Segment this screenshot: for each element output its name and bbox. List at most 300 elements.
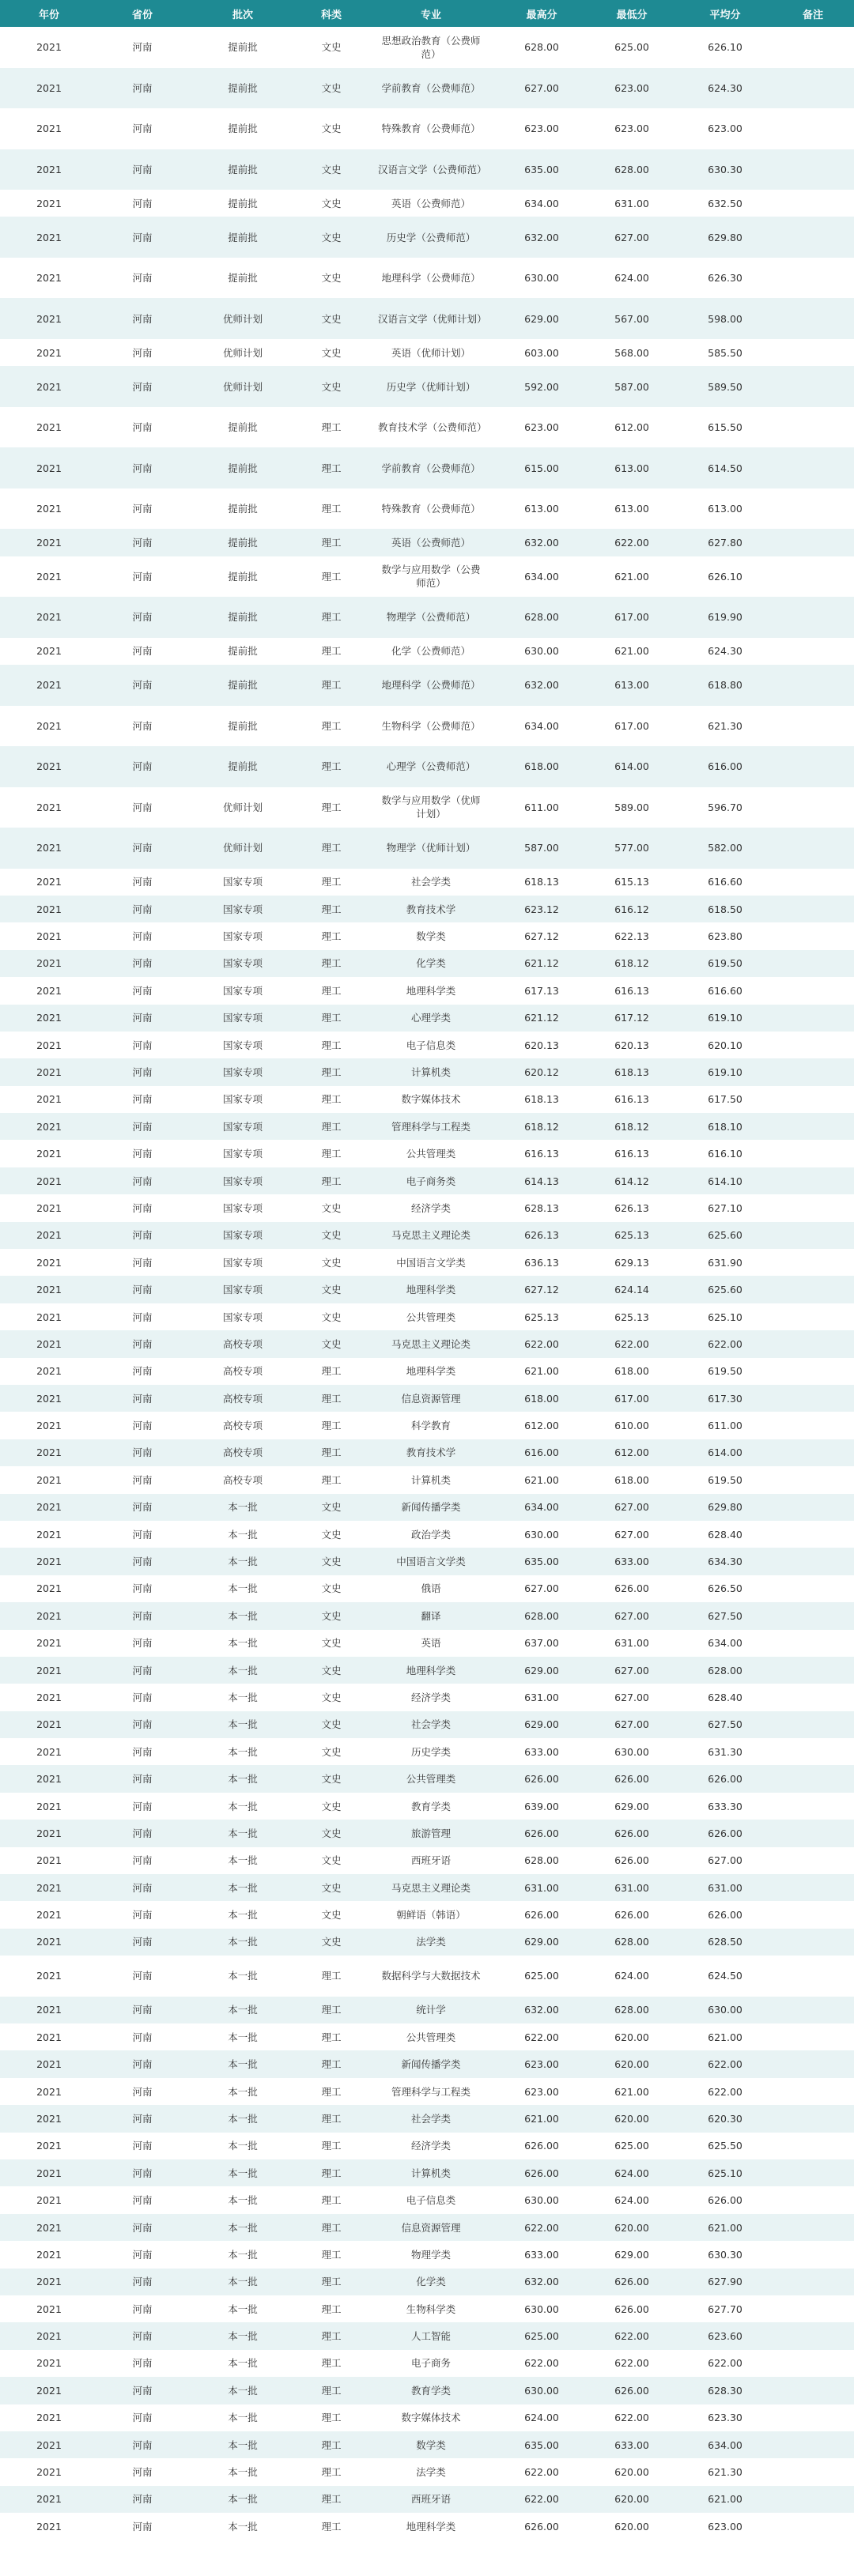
cell-year: 2021 xyxy=(0,1086,98,1113)
cell-min-score: 612.00 xyxy=(585,1439,678,1466)
cell-category: 文史 xyxy=(299,366,364,407)
cell-batch: 本一批 xyxy=(187,2133,299,2159)
table-row xyxy=(0,1929,854,1956)
table-row xyxy=(0,2513,854,2540)
cell-batch: 本一批 xyxy=(187,2322,299,2349)
cell-avg-score: 626.00 xyxy=(678,1901,772,1928)
cell-avg-score: 626.30 xyxy=(678,258,772,299)
header-year: 年份 xyxy=(0,0,98,27)
table-row xyxy=(0,366,854,407)
cell-remarks xyxy=(772,1058,854,1085)
cell-category: 理工 xyxy=(299,488,364,530)
header-avg-score: 平均分 xyxy=(678,0,772,27)
cell-avg-score: 628.30 xyxy=(678,2377,772,2404)
cell-category: 理工 xyxy=(299,2322,364,2349)
cell-min-score: 633.00 xyxy=(585,2431,678,2458)
cell-max-score: 627.12 xyxy=(498,922,585,949)
cell-province: 河南 xyxy=(98,556,187,598)
cell-min-score: 627.00 xyxy=(585,1684,678,1710)
cell-year: 2021 xyxy=(0,1548,98,1575)
cell-remarks xyxy=(772,1997,854,2023)
cell-province: 河南 xyxy=(98,1330,187,1357)
cell-avg-score: 616.60 xyxy=(678,977,772,1004)
cell-major: 特殊教育（公费师范） xyxy=(364,108,498,149)
cell-avg-score: 619.50 xyxy=(678,950,772,977)
cell-max-score: 629.00 xyxy=(498,1657,585,1684)
cell-min-score: 626.00 xyxy=(585,1820,678,1846)
cell-major: 新闻传播学类 xyxy=(364,2050,498,2077)
cell-min-score: 620.00 xyxy=(585,2050,678,2077)
cell-remarks xyxy=(772,1358,854,1385)
cell-province: 河南 xyxy=(98,339,187,366)
cell-avg-score: 623.30 xyxy=(678,2404,772,2431)
cell-category: 理工 xyxy=(299,407,364,448)
cell-major: 中国语言文学类 xyxy=(364,1548,498,1575)
cell-avg-score: 634.30 xyxy=(678,1548,772,1575)
cell-min-score: 568.00 xyxy=(585,339,678,366)
cell-year: 2021 xyxy=(0,339,98,366)
cell-avg-score: 629.80 xyxy=(678,1494,772,1521)
cell-min-score: 626.00 xyxy=(585,2269,678,2295)
table-row xyxy=(0,1548,854,1575)
cell-batch: 提前批 xyxy=(187,597,299,638)
cell-remarks xyxy=(772,1439,854,1466)
cell-batch: 本一批 xyxy=(187,2269,299,2295)
cell-province: 河南 xyxy=(98,1358,187,1385)
table-row xyxy=(0,27,854,68)
cell-avg-score: 613.00 xyxy=(678,488,772,530)
cell-year: 2021 xyxy=(0,2486,98,2513)
cell-category: 理工 xyxy=(299,638,364,665)
cell-max-score: 616.00 xyxy=(498,1439,585,1466)
cell-major: 地理科学类 xyxy=(364,1276,498,1303)
cell-province: 河南 xyxy=(98,258,187,299)
cell-batch: 本一批 xyxy=(187,1711,299,1738)
cell-remarks xyxy=(772,149,854,190)
cell-avg-score: 625.50 xyxy=(678,2133,772,2159)
cell-category: 理工 xyxy=(299,1032,364,1058)
cell-max-score: 626.00 xyxy=(498,2133,585,2159)
cell-batch: 国家专项 xyxy=(187,896,299,922)
cell-max-score: 632.00 xyxy=(498,1997,585,2023)
cell-province: 河南 xyxy=(98,2214,187,2241)
cell-batch: 国家专项 xyxy=(187,977,299,1004)
cell-min-score: 624.00 xyxy=(585,1956,678,1997)
cell-province: 河南 xyxy=(98,896,187,922)
cell-category: 理工 xyxy=(299,665,364,706)
cell-remarks xyxy=(772,1820,854,1846)
cell-batch: 提前批 xyxy=(187,488,299,530)
cell-batch: 优师计划 xyxy=(187,366,299,407)
cell-province: 河南 xyxy=(98,746,187,787)
cell-province: 河南 xyxy=(98,828,187,869)
cell-max-score: 626.00 xyxy=(498,1765,585,1792)
table-row xyxy=(0,746,854,787)
cell-year: 2021 xyxy=(0,2214,98,2241)
cell-year: 2021 xyxy=(0,108,98,149)
cell-category: 理工 xyxy=(299,2486,364,2513)
cell-avg-score: 624.50 xyxy=(678,1956,772,1997)
table-row xyxy=(0,977,854,1004)
cell-province: 河南 xyxy=(98,2377,187,2404)
cell-min-score: 621.00 xyxy=(585,556,678,598)
cell-avg-score: 582.00 xyxy=(678,828,772,869)
cell-batch: 提前批 xyxy=(187,665,299,706)
cell-max-score: 634.00 xyxy=(498,1494,585,1521)
cell-major: 汉语言文学（公费师范） xyxy=(364,149,498,190)
cell-min-score: 627.00 xyxy=(585,217,678,258)
cell-min-score: 617.00 xyxy=(585,1385,678,1412)
cell-category: 理工 xyxy=(299,2295,364,2322)
cell-remarks xyxy=(772,1738,854,1765)
cell-year: 2021 xyxy=(0,1439,98,1466)
cell-max-score: 626.13 xyxy=(498,1222,585,1249)
cell-major: 地理科学（公费师范） xyxy=(364,258,498,299)
cell-major: 数学与应用数学（优师计划） xyxy=(364,787,498,828)
cell-avg-score: 626.00 xyxy=(678,1820,772,1846)
cell-min-score: 618.13 xyxy=(585,1058,678,1085)
cell-batch: 提前批 xyxy=(187,68,299,109)
cell-remarks xyxy=(772,1032,854,1058)
cell-remarks xyxy=(772,665,854,706)
cell-province: 河南 xyxy=(98,2322,187,2349)
cell-province: 河南 xyxy=(98,597,187,638)
cell-batch: 本一批 xyxy=(187,2078,299,2105)
cell-min-score: 614.00 xyxy=(585,746,678,787)
cell-max-score: 629.00 xyxy=(498,1929,585,1956)
cell-avg-score: 596.70 xyxy=(678,787,772,828)
table-row xyxy=(0,1249,854,1276)
cell-category: 文史 xyxy=(299,190,364,217)
cell-province: 河南 xyxy=(98,1276,187,1303)
cell-avg-score: 626.10 xyxy=(678,27,772,68)
cell-max-score: 628.00 xyxy=(498,597,585,638)
cell-major: 学前教育（公费师范） xyxy=(364,68,498,109)
cell-year: 2021 xyxy=(0,2513,98,2540)
cell-remarks xyxy=(772,258,854,299)
cell-year: 2021 xyxy=(0,2377,98,2404)
cell-batch: 本一批 xyxy=(187,1521,299,1548)
cell-min-score: 626.00 xyxy=(585,2295,678,2322)
cell-avg-score: 619.10 xyxy=(678,1005,772,1032)
cell-province: 河南 xyxy=(98,1630,187,1657)
cell-category: 文史 xyxy=(299,27,364,68)
cell-remarks xyxy=(772,2404,854,2431)
cell-province: 河南 xyxy=(98,1140,187,1167)
cell-year: 2021 xyxy=(0,1684,98,1710)
cell-max-score: 623.12 xyxy=(498,896,585,922)
cell-batch: 国家专项 xyxy=(187,1032,299,1058)
cell-min-score: 630.00 xyxy=(585,1738,678,1765)
cell-major: 数字媒体技术 xyxy=(364,1086,498,1113)
cell-avg-score: 627.70 xyxy=(678,2295,772,2322)
cell-min-score: 629.00 xyxy=(585,2241,678,2268)
cell-major: 电子信息类 xyxy=(364,1032,498,1058)
cell-min-score: 617.00 xyxy=(585,706,678,747)
cell-province: 河南 xyxy=(98,922,187,949)
cell-year: 2021 xyxy=(0,2295,98,2322)
cell-category: 理工 xyxy=(299,2133,364,2159)
table-row xyxy=(0,597,854,638)
cell-min-score: 622.00 xyxy=(585,2350,678,2377)
cell-year: 2021 xyxy=(0,2404,98,2431)
cell-category: 文史 xyxy=(299,1494,364,1521)
table-row xyxy=(0,2050,854,2077)
cell-remarks xyxy=(772,1521,854,1548)
cell-min-score: 618.12 xyxy=(585,1113,678,1140)
cell-min-score: 628.00 xyxy=(585,1997,678,2023)
cell-major: 心理学类 xyxy=(364,1005,498,1032)
cell-year: 2021 xyxy=(0,1820,98,1846)
cell-remarks xyxy=(772,529,854,556)
cell-batch: 本一批 xyxy=(187,1847,299,1874)
cell-avg-score: 626.00 xyxy=(678,1765,772,1792)
cell-avg-score: 622.00 xyxy=(678,1330,772,1357)
cell-max-score: 626.00 xyxy=(498,1820,585,1846)
cell-major: 地理科学类 xyxy=(364,2513,498,2540)
cell-max-score: 621.00 xyxy=(498,1466,585,1493)
cell-avg-score: 632.50 xyxy=(678,190,772,217)
cell-avg-score: 623.00 xyxy=(678,108,772,149)
cell-avg-score: 631.30 xyxy=(678,1738,772,1765)
cell-max-score: 634.00 xyxy=(498,556,585,598)
cell-major: 英语 xyxy=(364,1630,498,1657)
table-row xyxy=(0,488,854,530)
cell-remarks xyxy=(772,339,854,366)
cell-province: 河南 xyxy=(98,108,187,149)
cell-major: 信息资源管理 xyxy=(364,2214,498,2241)
cell-province: 河南 xyxy=(98,950,187,977)
cell-remarks xyxy=(772,1956,854,1997)
cell-batch: 国家专项 xyxy=(187,1167,299,1194)
cell-province: 河南 xyxy=(98,2350,187,2377)
cell-avg-score: 627.10 xyxy=(678,1194,772,1221)
cell-major: 数学与应用数学（公费师范） xyxy=(364,556,498,598)
cell-batch: 国家专项 xyxy=(187,1303,299,1330)
cell-min-score: 617.12 xyxy=(585,1005,678,1032)
cell-max-score: 627.12 xyxy=(498,1276,585,1303)
cell-remarks xyxy=(772,1765,854,1792)
cell-max-score: 621.12 xyxy=(498,1005,585,1032)
cell-batch: 提前批 xyxy=(187,638,299,665)
cell-province: 河南 xyxy=(98,447,187,488)
cell-province: 河南 xyxy=(98,2404,187,2431)
cell-batch: 提前批 xyxy=(187,108,299,149)
cell-max-score: 632.00 xyxy=(498,529,585,556)
table-row xyxy=(0,2133,854,2159)
cell-year: 2021 xyxy=(0,488,98,530)
cell-year: 2021 xyxy=(0,407,98,448)
cell-avg-score: 634.00 xyxy=(678,2431,772,2458)
cell-province: 河南 xyxy=(98,1793,187,1820)
table-row xyxy=(0,2377,854,2404)
cell-min-score: 625.00 xyxy=(585,27,678,68)
cell-batch: 优师计划 xyxy=(187,298,299,339)
header-max-score: 最高分 xyxy=(498,0,585,27)
cell-province: 河南 xyxy=(98,2295,187,2322)
cell-max-score: 634.00 xyxy=(498,706,585,747)
cell-remarks xyxy=(772,447,854,488)
cell-avg-score: 617.50 xyxy=(678,1086,772,1113)
cell-province: 河南 xyxy=(98,1548,187,1575)
cell-remarks xyxy=(772,2133,854,2159)
cell-min-score: 627.00 xyxy=(585,1602,678,1629)
cell-major: 数学类 xyxy=(364,2431,498,2458)
cell-province: 河南 xyxy=(98,1439,187,1466)
cell-batch: 本一批 xyxy=(187,1548,299,1575)
cell-province: 河南 xyxy=(98,1874,187,1901)
cell-province: 河南 xyxy=(98,217,187,258)
cell-avg-score: 618.50 xyxy=(678,896,772,922)
cell-remarks xyxy=(772,977,854,1004)
cell-batch: 本一批 xyxy=(187,1630,299,1657)
cell-year: 2021 xyxy=(0,1901,98,1928)
cell-year: 2021 xyxy=(0,1602,98,1629)
cell-category: 理工 xyxy=(299,2458,364,2485)
cell-min-score: 577.00 xyxy=(585,828,678,869)
cell-batch: 提前批 xyxy=(187,706,299,747)
cell-remarks xyxy=(772,2269,854,2295)
cell-category: 理工 xyxy=(299,1358,364,1385)
cell-major: 英语（优师计划） xyxy=(364,339,498,366)
cell-province: 河南 xyxy=(98,366,187,407)
cell-category: 文史 xyxy=(299,1303,364,1330)
cell-remarks xyxy=(772,638,854,665)
cell-avg-score: 621.30 xyxy=(678,706,772,747)
cell-category: 文史 xyxy=(299,1194,364,1221)
cell-category: 文史 xyxy=(299,1222,364,1249)
cell-min-score: 627.00 xyxy=(585,1521,678,1548)
cell-category: 理工 xyxy=(299,2050,364,2077)
cell-batch: 本一批 xyxy=(187,2105,299,2132)
cell-year: 2021 xyxy=(0,2269,98,2295)
cell-category: 文史 xyxy=(299,339,364,366)
cell-major: 地理科学类 xyxy=(364,1358,498,1385)
cell-avg-score: 625.60 xyxy=(678,1222,772,1249)
cell-category: 理工 xyxy=(299,2105,364,2132)
cell-avg-score: 627.50 xyxy=(678,1602,772,1629)
cell-batch: 国家专项 xyxy=(187,1005,299,1032)
cell-min-score: 625.00 xyxy=(585,2133,678,2159)
cell-max-score: 621.12 xyxy=(498,950,585,977)
cell-batch: 本一批 xyxy=(187,1684,299,1710)
cell-year: 2021 xyxy=(0,1630,98,1657)
cell-year: 2021 xyxy=(0,1765,98,1792)
table-row xyxy=(0,1711,854,1738)
table-row xyxy=(0,1602,854,1629)
cell-province: 河南 xyxy=(98,149,187,190)
cell-major: 历史学（公费师范） xyxy=(364,217,498,258)
cell-batch: 本一批 xyxy=(187,1956,299,1997)
table-row xyxy=(0,1657,854,1684)
cell-category: 文史 xyxy=(299,1765,364,1792)
cell-batch: 本一批 xyxy=(187,1575,299,1602)
table-row xyxy=(0,1140,854,1167)
cell-major: 数字媒体技术 xyxy=(364,2404,498,2431)
cell-year: 2021 xyxy=(0,1358,98,1385)
cell-max-score: 630.00 xyxy=(498,2186,585,2213)
cell-min-score: 623.00 xyxy=(585,68,678,109)
cell-remarks xyxy=(772,108,854,149)
cell-province: 河南 xyxy=(98,1194,187,1221)
cell-batch: 提前批 xyxy=(187,258,299,299)
cell-max-score: 616.13 xyxy=(498,1140,585,1167)
cell-min-score: 622.00 xyxy=(585,2404,678,2431)
cell-avg-score: 627.80 xyxy=(678,529,772,556)
cell-batch: 提前批 xyxy=(187,27,299,68)
cell-major: 历史学（优师计划） xyxy=(364,366,498,407)
cell-min-score: 617.00 xyxy=(585,597,678,638)
table-row xyxy=(0,1032,854,1058)
cell-remarks xyxy=(772,1466,854,1493)
cell-province: 河南 xyxy=(98,2513,187,2540)
cell-remarks xyxy=(772,597,854,638)
cell-min-score: 627.00 xyxy=(585,1494,678,1521)
table-row xyxy=(0,1874,854,1901)
cell-major: 心理学（公费师范） xyxy=(364,746,498,787)
cell-category: 文史 xyxy=(299,1874,364,1901)
cell-category: 理工 xyxy=(299,1140,364,1167)
table-row xyxy=(0,1439,854,1466)
cell-province: 河南 xyxy=(98,1711,187,1738)
cell-remarks xyxy=(772,1602,854,1629)
cell-remarks xyxy=(772,869,854,896)
cell-max-score: 628.00 xyxy=(498,27,585,68)
cell-province: 河南 xyxy=(98,1765,187,1792)
cell-year: 2021 xyxy=(0,149,98,190)
table-header-row xyxy=(0,0,854,27)
cell-batch: 优师计划 xyxy=(187,339,299,366)
table-row xyxy=(0,2023,854,2050)
cell-max-score: 587.00 xyxy=(498,828,585,869)
table-row xyxy=(0,339,854,366)
cell-remarks xyxy=(772,2241,854,2268)
cell-category: 理工 xyxy=(299,1086,364,1113)
cell-max-score: 625.00 xyxy=(498,2322,585,2349)
cell-major: 政治学类 xyxy=(364,1521,498,1548)
cell-province: 河南 xyxy=(98,2133,187,2159)
cell-avg-score: 619.50 xyxy=(678,1358,772,1385)
cell-avg-score: 624.30 xyxy=(678,638,772,665)
cell-max-score: 623.00 xyxy=(498,2078,585,2105)
cell-category: 文史 xyxy=(299,1738,364,1765)
cell-batch: 提前批 xyxy=(187,149,299,190)
cell-province: 河南 xyxy=(98,2269,187,2295)
cell-province: 河南 xyxy=(98,27,187,68)
cell-min-score: 615.13 xyxy=(585,869,678,896)
cell-province: 河南 xyxy=(98,2486,187,2513)
cell-major: 地理科学（公费师范） xyxy=(364,665,498,706)
cell-batch: 本一批 xyxy=(187,2513,299,2540)
cell-avg-score: 631.00 xyxy=(678,1874,772,1901)
cell-remarks xyxy=(772,1303,854,1330)
cell-remarks xyxy=(772,1494,854,1521)
cell-avg-score: 627.50 xyxy=(678,1711,772,1738)
cell-max-score: 622.00 xyxy=(498,2350,585,2377)
cell-max-score: 618.13 xyxy=(498,869,585,896)
cell-province: 河南 xyxy=(98,1303,187,1330)
cell-max-score: 622.00 xyxy=(498,2023,585,2050)
cell-year: 2021 xyxy=(0,1521,98,1548)
cell-province: 河南 xyxy=(98,1575,187,1602)
cell-year: 2021 xyxy=(0,1303,98,1330)
cell-remarks xyxy=(772,1330,854,1357)
cell-remarks xyxy=(772,1874,854,1901)
table-row xyxy=(0,1276,854,1303)
table-row xyxy=(0,2458,854,2485)
cell-batch: 本一批 xyxy=(187,2023,299,2050)
table-row xyxy=(0,2159,854,2186)
